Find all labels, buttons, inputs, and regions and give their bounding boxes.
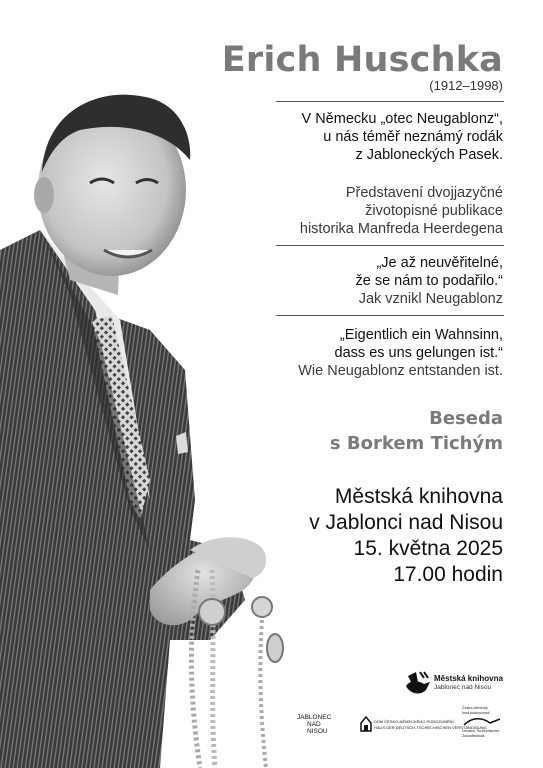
fund-logo-line: Zukunftsfonds [462, 733, 485, 738]
czech-quote-block [356, 254, 504, 308]
library-hand-logo-icon [404, 668, 432, 698]
divider [276, 315, 504, 316]
house-logo-icon [360, 716, 372, 732]
quote-line: dass es uns gelungen ist.“ [334, 345, 503, 361]
life-years: (1912–1998) [429, 78, 503, 93]
library-logo-sub: Jablonec nad Nisou [434, 684, 492, 691]
event-time: 17.00 hodin [393, 563, 503, 586]
fund-logo-line: fond budoucnosti [462, 710, 490, 715]
city-logo [297, 714, 341, 735]
fund-logo-line: Deutsch-Tschechischer [462, 729, 500, 734]
publication-line: životopisné publikace [365, 203, 503, 219]
publication-line: historika Manfreda Heerdegena [299, 221, 503, 237]
quote-subtitle: Jak vznikl Neugablonz [358, 291, 503, 307]
page-title: Erich Huschka [221, 40, 503, 80]
german-quote-block [298, 326, 503, 380]
city-logo-line: NAD [307, 721, 321, 728]
venue-city: v Jablonci nad Nisou [309, 511, 503, 534]
intro-line: z Jabloneckých Pasek. [355, 147, 503, 163]
publication-block [300, 184, 503, 238]
quote-line: že se nám to podařilo.“ [355, 273, 503, 289]
fund-logo [462, 706, 522, 738]
intro-block [302, 110, 504, 164]
quote-subtitle: Wie Neugablonz entstanden ist. [298, 363, 503, 379]
event-heading [330, 406, 503, 456]
quote-line: „Eigentlich ein Wahnsinn, [339, 327, 503, 343]
venue-name: Městská knihovna [334, 485, 503, 508]
fund-logo-icon [462, 717, 502, 727]
fund-logo-line: Česko-německý [462, 706, 488, 710]
library-logo-name: Městská knihovna [434, 674, 503, 683]
quote-line: „Je až neuvěřitelné, [376, 255, 503, 271]
intro-line: u nás téměř neznámý rodák [323, 129, 503, 145]
city-logo-line: NISOU [307, 728, 328, 735]
city-logo-line: JABLONEC [297, 714, 332, 721]
house-logo-line: HAUS DER DEUTSCH-TSCHECHISCHEN VERSTÄNDIGUNG [374, 725, 487, 730]
publication-line: Představení dvojjazyčné [345, 185, 503, 201]
event-heading-line: Beseda [429, 408, 503, 429]
event-heading-line: s Borkem Tichým [329, 433, 503, 454]
divider [276, 101, 504, 102]
portrait-photo [0, 80, 300, 768]
library-logo [404, 668, 514, 700]
divider [276, 245, 504, 246]
event-date: 15. května 2025 [353, 537, 503, 560]
venue-info [309, 484, 503, 588]
house-logo-line: DŮM ČESKO-NĚMECKÉHO POROZUMĚNÍ [374, 719, 454, 724]
intro-line: V Německu „otec Neugablonz“, [301, 111, 503, 127]
